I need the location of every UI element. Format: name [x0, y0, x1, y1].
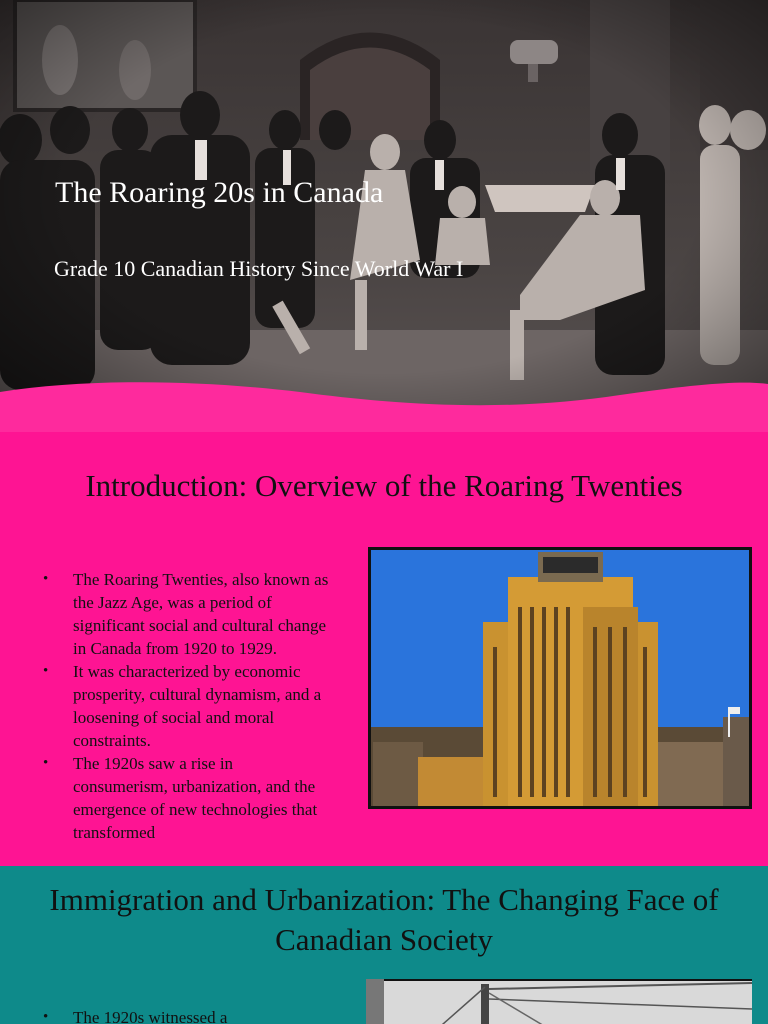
- bullet-list: [40, 1006, 330, 1024]
- list-item: • The 1920s witnessed a: [40, 1006, 330, 1024]
- list-item: • The 1920s saw a rise in consumerism, urbanization, and the emergence of new technologies that transformed: [43, 754, 318, 842]
- list-item: • The Roaring Twenties, also known as the Jazz Age, was a period of significant social and cultural change in Canada from 1920 to 1929.: [43, 570, 329, 658]
- slide-heading: Immigration and Urbanization: The Changing Face of Canadian Society: [49, 882, 719, 957]
- bullet-icon: •: [43, 571, 49, 587]
- list-item: • It was characterized by economic prosperity, cultural dynamism, and a loosening of social and moral constraints.: [43, 662, 322, 750]
- bullet-icon: •: [43, 663, 49, 679]
- bullet-icon: •: [43, 755, 49, 771]
- art-deco-building-image: [368, 547, 752, 809]
- title-slide: [0, 0, 768, 432]
- slide-subtitle: Grade 10 Canadian History Since World War I: [54, 256, 464, 281]
- slide-heading: Introduction: Overview of the Roaring Twenties: [85, 468, 683, 503]
- slide-title: The Roaring 20s in Canada: [55, 176, 384, 209]
- introduction-slide: [0, 432, 768, 866]
- ship-rigging-image: [366, 979, 752, 1024]
- immigration-slide: [0, 866, 768, 1024]
- bullet-list: [40, 568, 330, 844]
- bullet-icon: •: [43, 1009, 49, 1024]
- jazz-party-photo: [0, 0, 768, 432]
